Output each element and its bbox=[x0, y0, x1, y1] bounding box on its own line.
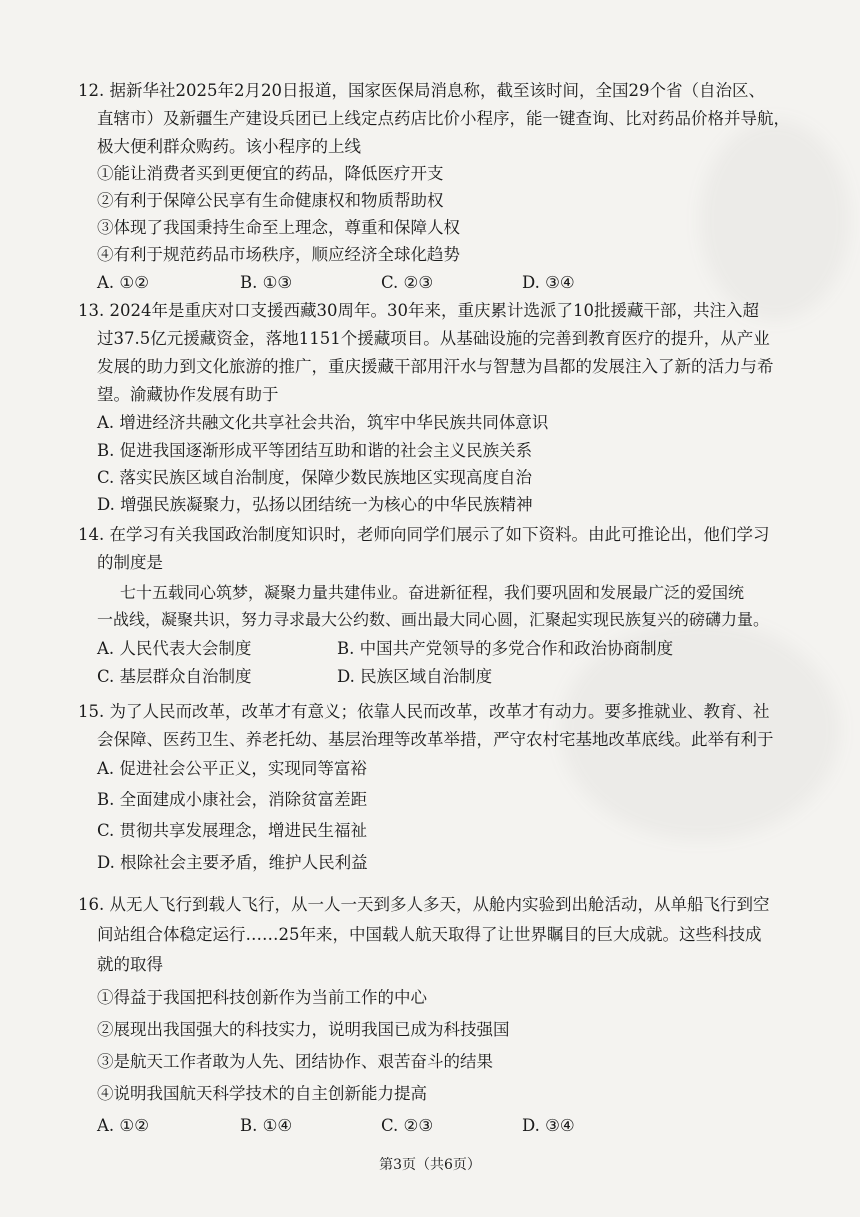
answer-option-d: D. ③④ bbox=[522, 1116, 575, 1135]
answer-option-a: A. 促进社会公平正义，实现同等富裕 bbox=[97, 759, 367, 778]
answer-option-a: A. 增进经济共融文化共享社会共治，筑牢中华民族共同体意识 bbox=[97, 413, 549, 432]
question-text-line: 13. 2024年是重庆对口支援西藏30周年。30年来，重庆累计选派了10批援藏干部，共注入超 bbox=[78, 301, 759, 320]
question-text-line: 14. 在学习有关我国政治制度知识时，老师向同学们展示了如下资料。由此可推论出，他们学习 bbox=[78, 525, 770, 544]
answer-option-c: C. ②③ bbox=[381, 273, 434, 292]
question-text-line: 16. 从无人飞行到载人飞行，从一人一天到多人多天，从舱内实验到出舱活动，从单船飞行到空 bbox=[78, 895, 770, 914]
scan-shadow bbox=[700, 120, 850, 320]
answer-option-a: A. ①② bbox=[97, 273, 149, 292]
question-text-line: 15. 为了人民而改革，改革才有意义；依靠人民而改革，改革才有动力。要多推就业、教育、社 bbox=[78, 702, 770, 721]
answer-option-b: B. 中国共产党领导的多党合作和政治协商制度 bbox=[337, 639, 674, 658]
question-text-line: 的制度是 bbox=[97, 553, 163, 572]
statement: ④有利于规范药品市场秩序，顺应经济全球化趋势 bbox=[97, 245, 460, 264]
quoted-material: 七十五载同心筑梦，凝聚力量共建伟业。奋进新征程，我们要巩固和发展最广泛的爱国统 bbox=[120, 583, 745, 602]
answer-option-c: C. 基层群众自治制度 bbox=[97, 667, 252, 686]
statement: ③体现了我国秉持生命至上理念，尊重和保障人权 bbox=[97, 218, 460, 237]
answer-option-d: D. ③④ bbox=[522, 273, 575, 292]
answer-option-d: D. 民族区域自治制度 bbox=[337, 667, 493, 686]
quoted-material: 一战线，凝聚共识，努力寻求最大公约数、画出最大同心圆，汇聚起实现民族复兴的磅礴力量。 bbox=[97, 610, 770, 629]
answer-option-b: B. ①④ bbox=[240, 1116, 293, 1135]
answer-option-a: A. 人民代表大会制度 bbox=[97, 639, 252, 658]
question-text-line: 就的取得 bbox=[97, 955, 163, 974]
answer-option-d: D. 根除社会主要矛盾，维护人民利益 bbox=[97, 853, 368, 872]
statement: ①能让消费者买到更便宜的药品，降低医疗开支 bbox=[97, 164, 444, 183]
question-text-line: 12. 据新华社2025年2月20日报道，国家医保局消息称，截至该时间，全国29个省（自治区、 bbox=[78, 81, 765, 100]
answer-option-a: A. ①② bbox=[97, 1116, 149, 1135]
statement: ①得益于我国把科技创新作为当前工作的中心 bbox=[97, 988, 427, 1007]
question-text-line: 过37.5亿元援藏资金，落地1151个援藏项目。从基础设施的完善到教育医疗的提升，从产业 bbox=[97, 329, 770, 348]
answer-option-b: B. ①③ bbox=[240, 273, 293, 292]
question-text-line: 会保障、医药卫生、养老托幼、基层治理等改革举措，严守农村宅基地改革底线。此举有利于 bbox=[97, 730, 774, 749]
answer-option-c: C. 落实民族区域自治制度，保障少数民族地区实现高度自治 bbox=[97, 468, 533, 487]
answer-option-c: C. 贯彻共享发展理念，增进民生福祉 bbox=[97, 821, 368, 840]
statement: ④说明我国航天科学技术的自主创新能力提高 bbox=[97, 1084, 427, 1103]
statement: ③是航天工作者敢为人先、团结协作、艰苦奋斗的结果 bbox=[97, 1052, 493, 1071]
statement: ②有利于保障公民享有生命健康权和物质帮助权 bbox=[97, 191, 444, 210]
answer-option-d: D. 增强民族凝聚力，弘扬以团结统一为核心的中华民族精神 bbox=[97, 495, 533, 514]
statement: ②展现出我国强大的科技实力，说明我国已成为科技强国 bbox=[97, 1020, 510, 1039]
answer-option-b: B. 促进我国逐渐形成平等团结互助和谐的社会主义民族关系 bbox=[97, 441, 533, 460]
question-text-line: 间站组合体稳定运行……25年来，中国载人航天取得了让世界瞩目的巨大成就。这些科技成 bbox=[97, 925, 762, 944]
question-text-line: 极大便利群众购药。该小程序的上线 bbox=[97, 137, 361, 156]
question-text-line: 发展的助力到文化旅游的推广，重庆援藏干部用汗水与智慧为昌都的发展注入了新的活力与希 bbox=[97, 357, 774, 376]
answer-option-b: B. 全面建成小康社会，消除贫富差距 bbox=[97, 790, 368, 809]
question-text-line: 直辖市）及新疆生产建设兵团已上线定点药店比价小程序，能一键查询、比对药品价格并导航， bbox=[97, 109, 790, 128]
page-number-footer: 第3页（共6页） bbox=[379, 1157, 481, 1173]
answer-option-c: C. ②③ bbox=[381, 1116, 434, 1135]
question-text-line: 望。渝藏协作发展有助于 bbox=[97, 385, 279, 404]
